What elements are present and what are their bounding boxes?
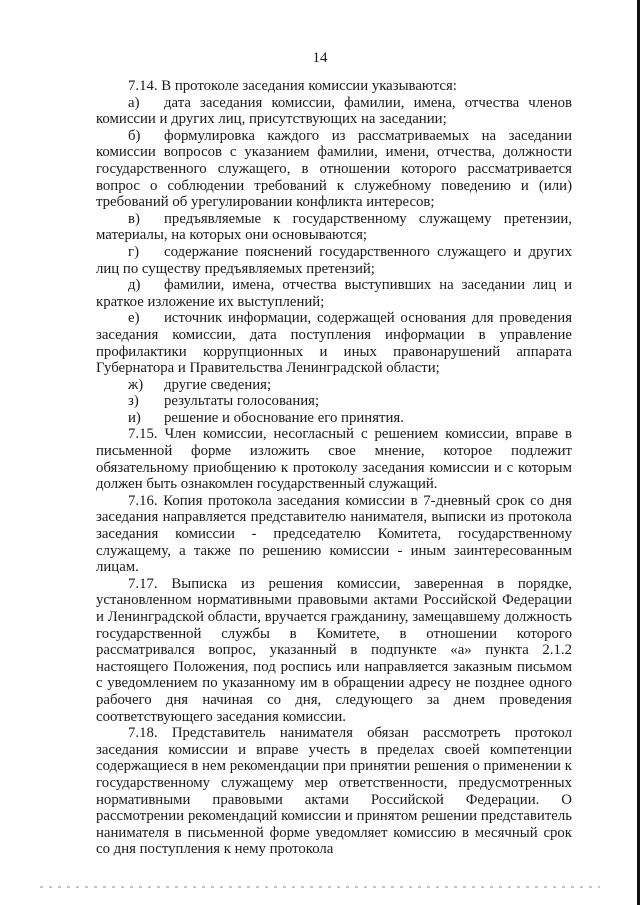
document-body: [96, 78, 572, 858]
item-text: предъявляемые к государственному служащему претензии, материалы, на которых они основываются;: [96, 210, 572, 244]
page-number: 14: [312, 50, 328, 66]
clause-7-14-item-b: [96, 128, 572, 211]
item-text: решение и обоснование его принятия.: [164, 409, 404, 426]
item-letter: в): [128, 210, 140, 227]
item-letter: д): [128, 277, 141, 294]
clause-7-14-item-z: [96, 393, 572, 410]
item-text: другие сведения;: [164, 376, 272, 393]
clause-7-14-item-i: [96, 410, 572, 427]
clause-7-14-item-d: [96, 277, 572, 310]
clause-7-14-item-a: [96, 95, 572, 128]
item-text: формулировка каждого из рассматриваемых на заседании комиссии вопросов с указанием фамилии, имени, отчества, должности государственного служащего, в отношении которого рассматривается вопрос о соблюдении требований к служебному поведению и (или) требований об урегулировании конфликта интересов;: [96, 127, 572, 211]
clause-7-14-item-zh: [96, 377, 572, 394]
item-text: источник информации, содержащей основания для проведения заседания комиссии, дата поступления информации в управление профилактики коррупционных и иных правонарушений аппарата Губернатора и Правительства Ленинградской области;: [96, 310, 572, 377]
clause-7-14-item-e: [96, 310, 572, 376]
item-letter: ж): [128, 376, 144, 393]
item-letter: з): [128, 393, 139, 410]
clause-7-18: 7.18. Представитель нанимателя обязан рассмотреть протокол заседания комиссии и вправе учесть в пределах своей компетенции содержащиеся в нем рекомендации при принятии решения о применении к государственному служащему мер ответственности, предусмотренных нормативными правовыми актами Российской Федерации. О рассмотрении рекомендаций комиссии и принятом решении представитель нанимателя в письменной форме уведомляет комиссию в месячный срок со дня поступления к нему протокола: [96, 725, 572, 858]
clause-7-14-item-v: [96, 211, 572, 244]
clause-7-14-intro: 7.14. В протоколе заседания комиссии указываются:: [128, 78, 457, 94]
item-letter: б): [128, 127, 141, 144]
clause-7-16: 7.16. Копия протокола заседания комиссии в 7-дневный срок со дня заседания направляется представителю нанимателя, выписки из протокола заседания комиссии - председателю Комитета, государственному служащему, а также по решению комиссии - иным заинтересованным лицам.: [96, 492, 572, 576]
item-text: результаты голосования;: [164, 393, 320, 410]
scan-artifact-line: [40, 886, 600, 888]
item-letter: а): [128, 94, 140, 111]
item-text: дата заседания комиссии, фамилии, имена, отчества членов комиссии и других лиц, присутствующих на заседании;: [96, 94, 572, 128]
item-letter: е): [128, 310, 140, 327]
item-letter: и): [128, 409, 141, 426]
item-letter: г): [128, 243, 139, 260]
clause-7-17: 7.17. Выписка из решения комиссии, заверенная в порядке, установленном нормативными правовыми актами Российской Федерации и Ленинградской области, вручается гражданину, замещавшему должность государственной службы в Комитете, в отношении которого рассматривался вопрос, указанный в подпункте «а» пункта 2.1.2 настоящего Положения, под роспись или направляется заказным письмом с уведомлением по указанному им в обращении адресу не позднее одного рабочего дня начиная со дня, следующего за днем проведения соответствующего заседания комиссии.: [96, 575, 572, 725]
item-text: содержание пояснений государственного служащего и других лиц по существу предъявляемых претензий;: [96, 243, 572, 277]
clause-7-15: 7.15. Член комиссии, несогласный с решением комиссии, вправе в письменной форме изложить свое мнение, которое подлежит обязательному приобщению к протоколу заседания комиссии и с которым должен быть ознакомлен государственный служащий.: [96, 426, 572, 493]
item-text: фамилии, имена, отчества выступивших на заседании лиц и краткое изложение их выступлений;: [96, 277, 572, 310]
clause-7-14-item-g: [96, 244, 572, 277]
